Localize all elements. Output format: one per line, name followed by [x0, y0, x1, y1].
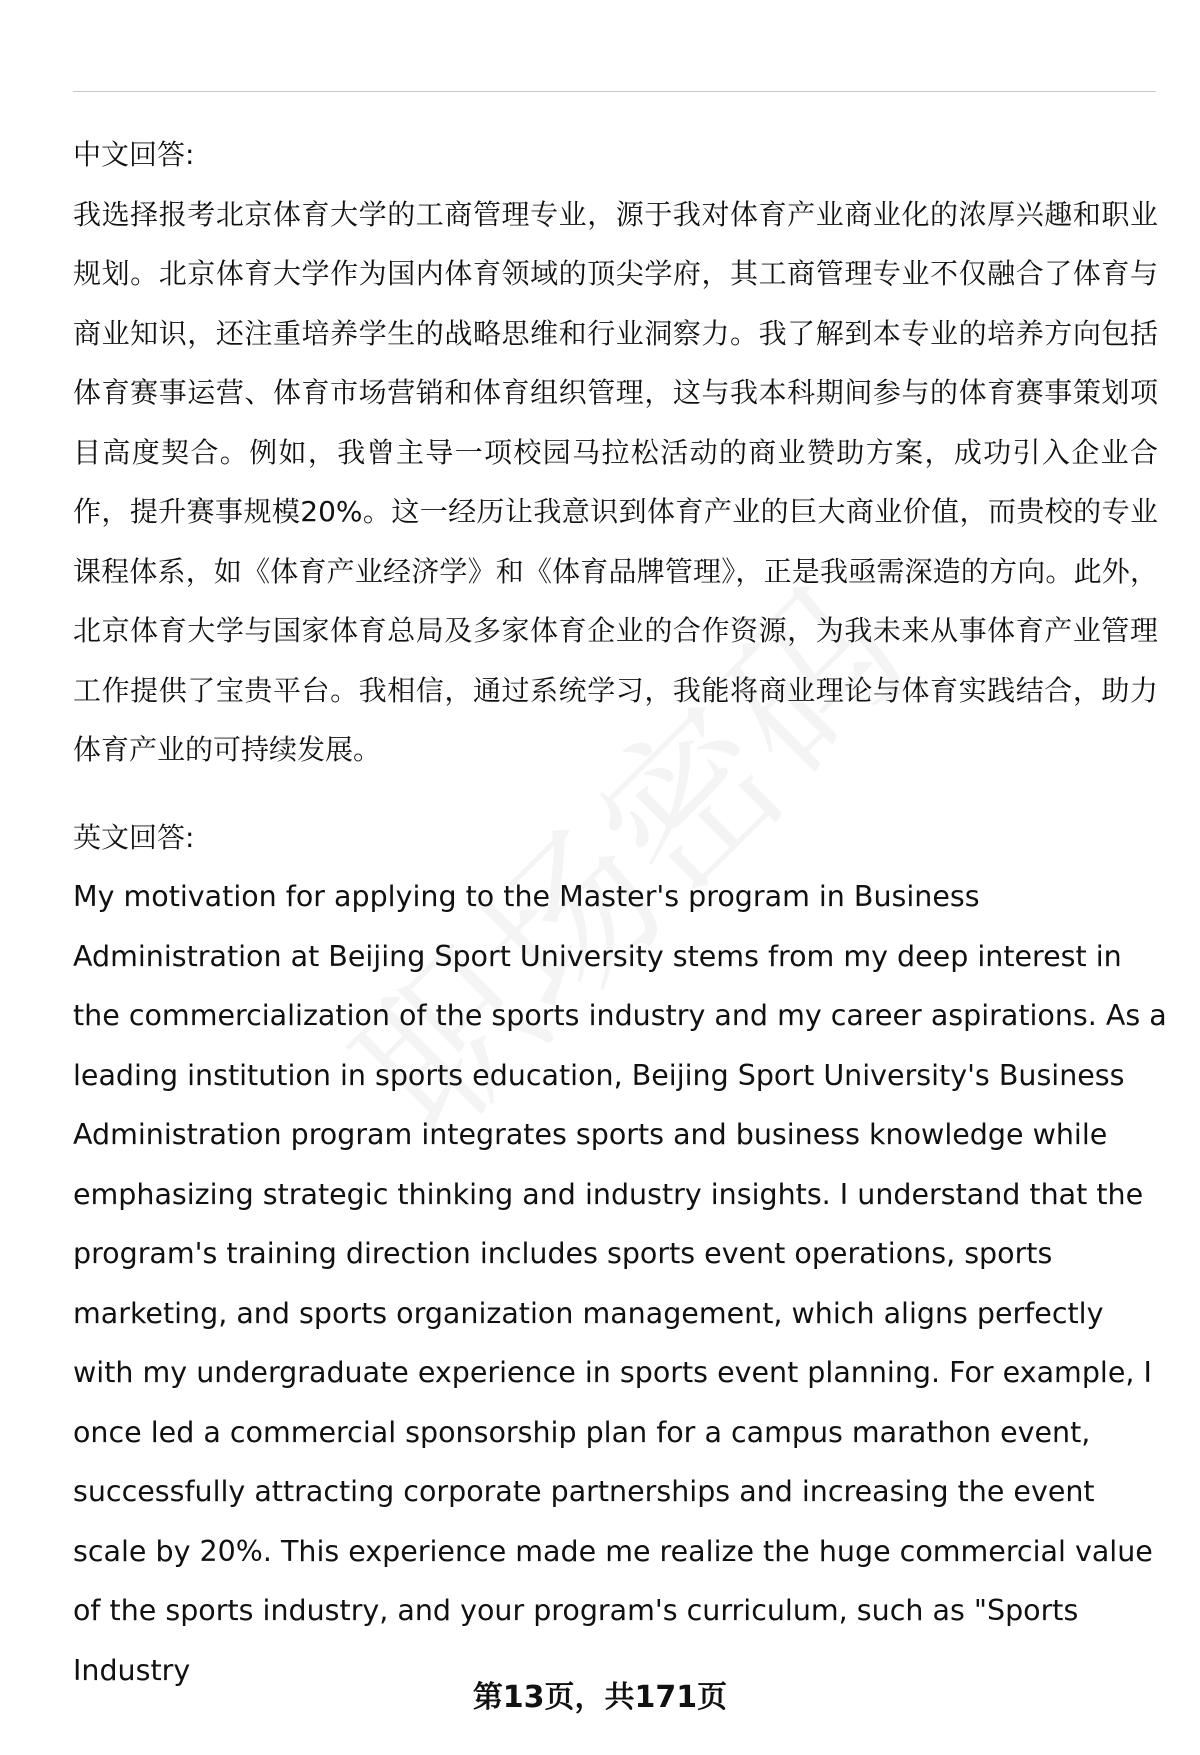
chinese-answer-text: 我选择报考北京体育大学的工商管理专业，源于我对体育产业商业化的浓厚兴趣和职业规划。北京体育大学作为国内体育领域的顶尖学府，其工商管理专业不仅融合了体育与商业知识，还注重培养学生的战略思维和行业洞察力。我了解到本专业的培养方向包括体育赛事运营、体育市场营销和体育组织管理，这与我本科期间参与的体育赛事策划项目高度契合。例如，我曾主导一项校园马拉松活动的商业赞助方案，成功引入企业合作，提升赛事规模20%。这一经历让我意识到体育产业的巨大商业价值，而贵校的专业课程体系，如《体育产业经济学》和《体育品牌管理》，正是我亟需深造的方向。此外，北京体育大学与国家体育总局及多家体育企业的合作资源，为我未来从事体育产业管理工作提供了宝贵平台。我相信，通过系统学习，我能将商业理论与体育实践结合，助力体育产业的可持续发展。 — [73, 197, 1158, 766]
chinese-answer-section — [73, 125, 1168, 780]
english-answer-text: My motivation for applying to the Master's program in Business Administration at Beijing Sport University stems from my deep interest in the commercialization of the sports industry and my career aspirations. As a leading institution in sports education, Beijing Sport University's Business Administration program integrates sports and business knowledge while emphasizing strategic thinking and industry insights. I understand that the program's training direction includes sports event operations, sports marketing, and sports organization management, which aligns perfectly with my undergraduate experience in sports event planning. For example, I once led a commercial sponsorship plan for a campus marathon event, successfully attracting corporate partnerships and increasing the event scale by 20%. This experience made me realize the huge commercial value of the sports industry, and your program's curriculum, such as "Sports Industry — [73, 880, 1167, 1687]
section-spacer — [73, 780, 1168, 808]
page-number: 第13页，共171页 — [472, 1680, 728, 1715]
english-answer-heading: 英文回答: — [73, 820, 195, 854]
english-answer-section — [73, 808, 1168, 1701]
document-body — [73, 125, 1168, 1700]
chinese-answer-heading: 中文回答: — [73, 138, 195, 171]
header-divider — [73, 91, 1156, 92]
